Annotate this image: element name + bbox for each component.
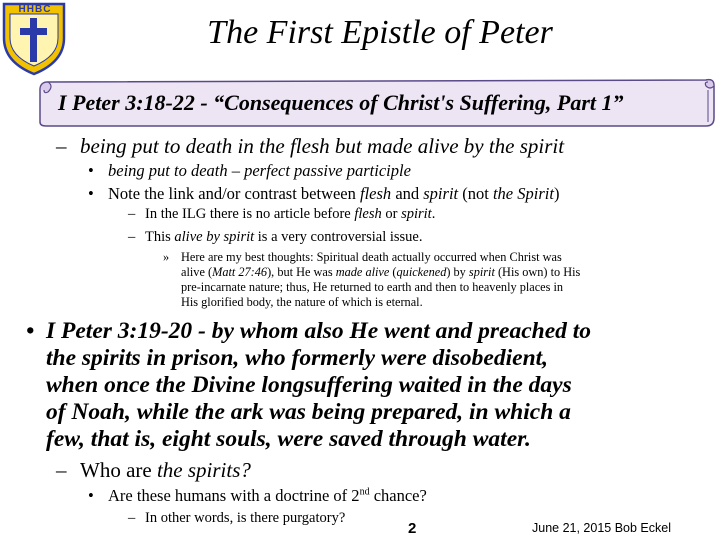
verse-line-3: when once the Divine longsuffering waited in the days [46, 372, 572, 398]
note-line-2: alive (Matt 27:46), but He was made alive (quickened) by spirit (His own) to His [181, 265, 581, 279]
note-line-4: His glorified body, the nature of which is eternal. [181, 295, 423, 309]
footer-date-author: June 21, 2015 Bob Eckel [532, 521, 671, 535]
bullet-dash: – [56, 458, 67, 482]
note-line-3: pre-incarnate nature; thus, He returned to earth and then to heavenly places in [181, 280, 564, 294]
bullet-dot: • [88, 161, 94, 180]
bullet-dash: – [56, 134, 67, 158]
banner-heading: I Peter 3:18-22 - “Consequences of Christ's Suffering, Part 1” [58, 90, 624, 115]
bullet-chevron: » [163, 250, 170, 264]
verse-line-5: few, that is, eight souls, were saved through water. [46, 426, 531, 452]
point-controversial: This alive by spirit is a very controversial issue. [145, 229, 423, 245]
bullet-dash: – [128, 510, 136, 526]
page-title: The First Epistle of Peter [207, 14, 553, 51]
verse-line-2: the spirits in prison, who formerly were disobedient, [46, 345, 549, 371]
bullet-dot: • [88, 184, 94, 203]
bullet-dot: • [88, 486, 94, 505]
question-purgatory: In other words, is there purgatory? [145, 510, 346, 526]
page-number: 2 [408, 520, 417, 537]
question-spirits: Who are the spirits? [80, 458, 251, 482]
point-made-alive: being put to death in the flesh but made alive by the spirit [80, 134, 565, 158]
verse-line-4: of Noah, while the ark was being prepared, in which a [46, 399, 571, 425]
point-perfect-passive: being put to death – perfect passive participle [108, 161, 411, 180]
bullet-dot: • [26, 318, 35, 344]
point-ilg-article: In the ILG there is no article before flesh or spirit. [145, 206, 436, 222]
note-line-1: Here are my best thoughts: Spiritual death actually occurred when Christ was [181, 250, 562, 264]
question-second-chance: Are these humans with a doctrine of 2nd chance? [108, 486, 427, 505]
logo-text: HHBC [18, 4, 52, 15]
point-flesh-spirit-contrast: Note the link and/or contrast between flesh and spirit (not the Spirit) [108, 184, 560, 203]
bullet-dash: – [128, 206, 136, 222]
verse-line-1: I Peter 3:19-20 - by whom also He went and preached to [46, 318, 592, 344]
bullet-dash: – [128, 229, 136, 245]
